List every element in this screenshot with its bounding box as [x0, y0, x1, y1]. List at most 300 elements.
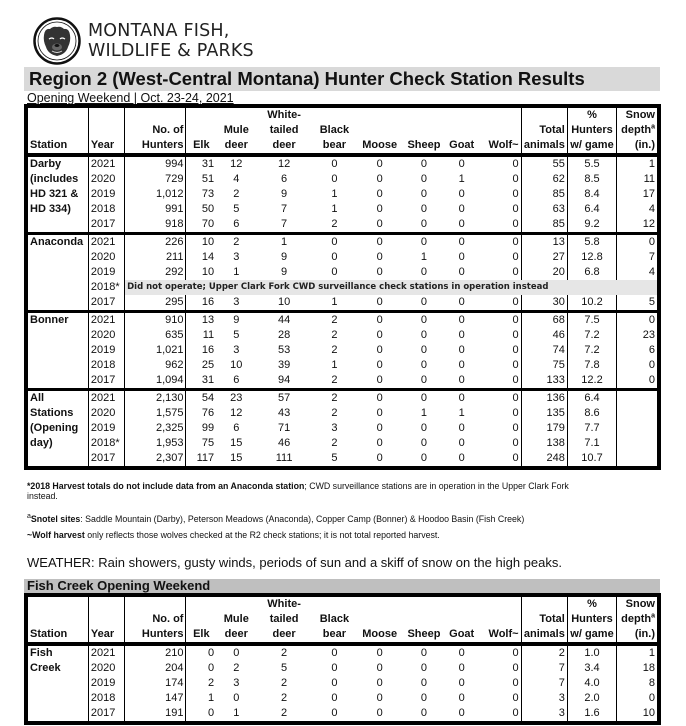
cell-white-tailed-deer: 6	[281, 173, 288, 185]
col-sheep	[402, 106, 445, 155]
cell-white-tailed-deer: 53	[277, 344, 291, 356]
col-snow-depth-line: Snow	[625, 598, 655, 610]
cell-hunters: 729	[125, 172, 186, 187]
cell-year: 2020	[88, 250, 124, 265]
cell-sheep: 1	[420, 251, 428, 263]
cell-total-animals: 135	[521, 406, 567, 421]
cell-black-bear: 2	[331, 437, 338, 449]
header-row	[26, 106, 659, 155]
cell-year: 2020	[88, 328, 124, 343]
cell-snow-depth	[617, 451, 659, 468]
col-station	[26, 595, 88, 644]
cell-mule-deer: 3	[233, 677, 240, 689]
cell-mule-deer: 3	[216, 295, 256, 312]
cell-goat: 0	[458, 266, 465, 278]
cell-wolf: 0	[478, 295, 521, 312]
cell-sheep: 0	[420, 236, 428, 248]
cell-total-animals: 179	[521, 421, 567, 436]
cell-wolf: 0	[478, 217, 521, 234]
table-row	[26, 706, 659, 723]
cell-pct-hunters: 7.5	[567, 312, 616, 329]
station-name	[26, 343, 88, 358]
cell-white-tailed-deer: 9	[281, 188, 288, 200]
cell-hunters: 991	[125, 202, 186, 217]
cell-year: 2019	[88, 265, 124, 280]
cell-pct-hunters: 8.6	[567, 406, 616, 421]
cell-sheep: 0	[420, 707, 428, 719]
cell-hunters: 191	[125, 706, 186, 723]
cell-total-animals: 68	[521, 312, 567, 329]
cell-total-animals: 138	[521, 436, 567, 451]
footnote-2018-line2: instead.	[27, 491, 58, 501]
footnote-wolf	[27, 530, 440, 540]
col-wolf-line: Wolf~	[488, 139, 519, 151]
cell-wolf: 0	[478, 358, 521, 373]
col-snow-depth-line: depth	[621, 124, 652, 136]
cell-wolf: 0	[478, 436, 521, 451]
col-white-tailed-deer	[256, 106, 311, 155]
cell-black-bear: 0	[331, 173, 338, 185]
cell-pct-hunters: 5.5	[567, 155, 616, 172]
snow-footnote-marker: a	[651, 612, 655, 620]
col-hunters-line: Hunters	[141, 628, 184, 640]
cell-white-tailed-deer: 111	[275, 452, 293, 464]
cell-wolf: 0	[478, 390, 521, 407]
cell-mule-deer: 15	[230, 452, 243, 464]
col-total-animals	[521, 106, 567, 155]
station-name	[26, 250, 88, 265]
cell-goat: 0	[458, 236, 465, 248]
weather-label: WEATHER:	[27, 555, 95, 570]
cell-white-tailed-deer: 10	[256, 295, 311, 312]
cell-sheep: 0	[420, 392, 428, 404]
cell-pct-hunters: 6.8	[567, 265, 616, 280]
cell-white-tailed-deer: 2	[281, 677, 288, 689]
page-title: Region 2 (West-Central Montana) Hunter Check Station Results	[29, 68, 585, 89]
cell-sheep: 0	[402, 217, 445, 234]
cell-year: 2018*	[88, 436, 124, 451]
cell-snow-depth: 1	[648, 647, 655, 659]
footnote-wolf-bold: ~Wolf harvest	[27, 530, 85, 540]
cell-year: 2018	[88, 691, 124, 706]
cell-goat: 0	[446, 295, 478, 312]
cell-goat: 0	[458, 188, 465, 200]
cell-mule-deer: 6	[216, 217, 256, 234]
cell-white-tailed-deer: 9	[281, 266, 288, 278]
footnote-snotel-bold: Snotel sites	[30, 514, 81, 524]
cell-wolf: 0	[478, 312, 521, 329]
table-row	[26, 202, 659, 217]
col-snow-depth-line: (in.)	[634, 139, 655, 151]
cell-hunters: 1,021	[125, 343, 186, 358]
cell-hunters: 918	[125, 217, 186, 234]
cell-elk: 14	[201, 251, 215, 263]
cell-white-tailed-deer: 43	[277, 407, 291, 419]
col-pct-hunters-line: w/ game	[570, 139, 614, 151]
cell-mule-deer: 12	[230, 407, 243, 419]
cell-wolf: 0	[478, 265, 521, 280]
cell-pct-hunters: 6.4	[567, 202, 616, 217]
fish-creek-table	[24, 593, 661, 725]
table-row	[26, 406, 659, 421]
station-name	[26, 358, 88, 373]
fish-creek-title: Fish Creek Opening Weekend	[27, 578, 211, 593]
cell-white-tailed-deer: 94	[256, 373, 311, 390]
cell-total-animals: 2	[521, 644, 567, 661]
cell-wolf: 0	[478, 343, 521, 358]
cell-pct-hunters: 4.0	[567, 676, 616, 691]
station-name: Creek	[26, 661, 88, 676]
cell-total-animals: 85	[521, 217, 567, 234]
cell-hunters: 635	[125, 328, 186, 343]
cell-elk: 76	[201, 407, 215, 419]
col-mule-deer-line: deer	[224, 139, 248, 151]
cell-snow-depth: 0	[648, 236, 655, 248]
cell-goat: 1	[458, 407, 465, 419]
footnote-snotel	[27, 514, 524, 524]
table-row	[26, 358, 659, 373]
cell-snow-depth: 8	[648, 677, 655, 689]
cell-sheep: 0	[420, 203, 428, 215]
cell-white-tailed-deer: 28	[277, 329, 291, 341]
col-goat	[446, 595, 478, 644]
col-total-animals-line: animals	[523, 628, 565, 640]
cell-year: 2021	[88, 234, 124, 251]
station-name	[26, 217, 88, 234]
table-row	[26, 661, 659, 676]
org-name-line1: MONTANA FISH,	[88, 21, 230, 41]
cell-elk: 10	[201, 236, 215, 248]
col-snow-depth-line	[619, 612, 655, 627]
col-elk	[186, 595, 216, 644]
cell-white-tailed-deer: 46	[277, 437, 291, 449]
cell-year: 2017	[88, 451, 124, 468]
cell-white-tailed-deer: 1	[281, 236, 288, 248]
cell-snow-depth: 6	[648, 344, 655, 356]
cell-year: 2019	[88, 343, 124, 358]
cell-snow-depth: 4	[648, 203, 655, 215]
cell-black-bear: 1	[331, 188, 338, 200]
cell-total-animals: 55	[521, 155, 567, 172]
cell-black-bear: 0	[331, 707, 338, 719]
cell-hunters: 211	[125, 250, 186, 265]
cell-pct-hunters: 7.1	[567, 436, 616, 451]
cell-black-bear: 0	[331, 158, 338, 170]
col-black-bear	[312, 595, 357, 644]
cell-pct-hunters: 7.7	[567, 421, 616, 436]
col-total-animals	[521, 595, 567, 644]
cell-moose: 0	[357, 295, 402, 312]
station-name: Stations	[26, 406, 88, 421]
table-row	[26, 436, 659, 451]
col-snow-depth-line: Snow	[625, 109, 655, 121]
cell-moose: 0	[376, 422, 383, 434]
cell-mule-deer: 6	[233, 422, 240, 434]
cell-snow-depth: 0	[648, 314, 655, 326]
cell-moose: 0	[376, 173, 383, 185]
cell-elk: 16	[186, 295, 216, 312]
check-station-table	[24, 104, 661, 470]
col-snow-depth-line: (in.)	[634, 628, 655, 640]
cell-white-tailed-deer: 12	[277, 158, 291, 170]
cell-white-tailed-deer: 9	[281, 251, 288, 263]
table-row	[26, 172, 659, 187]
col-total-animals-line: Total	[539, 613, 565, 625]
cell-white-tailed-deer: 39	[277, 359, 291, 371]
cell-elk: 51	[201, 173, 215, 185]
cell-snow-depth: 17	[642, 188, 655, 200]
cell-wolf: 0	[478, 691, 521, 706]
cell-goat: 0	[458, 314, 465, 326]
table-row	[26, 217, 659, 234]
cell-sheep: 0	[420, 422, 428, 434]
col-pct-hunters-line: %	[587, 598, 597, 610]
cell-white-tailed-deer: 7	[256, 217, 311, 234]
cell-moose: 0	[376, 692, 383, 704]
cell-moose: 0	[376, 407, 383, 419]
cell-white-tailed-deer: 7	[281, 203, 288, 215]
col-snow-depth-line	[619, 123, 655, 138]
footnote-snotel-text: : Saddle Mountain (Darby), Peterson Meadows (Anaconda), Copper Camp (Bonner) & Hoodoo Basin (Fish Creek)	[80, 514, 525, 524]
cell-goat: 0	[458, 329, 465, 341]
cell-black-bear: 5	[331, 452, 338, 464]
cell-black-bear: 2	[312, 373, 357, 390]
cell-sheep: 0	[420, 692, 428, 704]
cell-black-bear: 0	[331, 251, 338, 263]
cell-white-tailed-deer: 57	[277, 392, 291, 404]
cell-snow-depth	[617, 421, 659, 436]
cell-total-animals: 3	[521, 706, 567, 723]
cell-white-tailed-deer: 2	[281, 692, 288, 704]
cell-year: 2017	[88, 706, 124, 723]
cell-year: 2018*	[88, 280, 124, 295]
cell-black-bear: 1	[331, 203, 338, 215]
logo	[33, 17, 81, 65]
col-white-tailed-deer-line: tailed	[269, 124, 299, 136]
cell-wolf: 0	[478, 172, 521, 187]
cell-year: 2018	[88, 202, 124, 217]
col-elk	[186, 106, 216, 155]
cell-elk: 16	[201, 344, 215, 356]
cell-elk: 10	[201, 266, 215, 278]
cell-white-tailed-deer: 2	[281, 707, 288, 719]
cell-mule-deer: 5	[233, 329, 240, 341]
col-snow-depth-line: depth	[621, 613, 652, 625]
weather-text: Rain showers, gusty winds, periods of sun and a skiff of snow on the high peaks.	[94, 555, 562, 570]
cell-black-bear: 2	[331, 392, 338, 404]
station-name	[26, 451, 88, 468]
col-wolf	[478, 106, 521, 155]
cell-total-animals: 30	[521, 295, 567, 312]
cell-black-bear: 3	[331, 422, 338, 434]
cell-black-bear: 0	[331, 662, 338, 674]
cell-pct-hunters: 7.2	[567, 328, 616, 343]
cell-snow-depth: 11	[643, 173, 655, 185]
cell-white-tailed-deer: 71	[277, 422, 291, 434]
cell-year: 2018	[88, 358, 124, 373]
cell-elk: 50	[201, 203, 215, 215]
footnote-snotel-sup: a	[27, 513, 31, 521]
cell-goat: 0	[458, 203, 465, 215]
cell-goat: 0	[458, 344, 465, 356]
cell-mule-deer: 10	[230, 359, 243, 371]
cell-goat: 0	[458, 437, 465, 449]
col-hunters	[125, 106, 186, 155]
cell-mule-deer: 2	[233, 188, 240, 200]
cell-snow-depth: 5	[617, 295, 659, 312]
cell-white-tailed-deer: 44	[277, 314, 291, 326]
cell-elk: 54	[201, 392, 215, 404]
col-total-animals-line: Total	[539, 124, 565, 136]
table-row	[26, 155, 659, 172]
cell-mule-deer: 6	[216, 373, 256, 390]
col-hunters	[125, 595, 186, 644]
cell-goat: 0	[458, 251, 465, 263]
cell-sheep: 0	[420, 173, 428, 185]
cell-moose: 0	[357, 217, 402, 234]
cell-hunters: 204	[125, 661, 186, 676]
cell-sheep: 0	[420, 662, 428, 674]
cell-hunters: 2,130	[125, 390, 186, 407]
cell-year: 2017	[88, 373, 124, 390]
cell-wolf: 0	[478, 644, 521, 661]
cell-moose: 0	[376, 188, 383, 200]
table-row	[26, 644, 659, 661]
cell-wolf: 0	[478, 373, 521, 390]
cell-goat: 0	[458, 662, 465, 674]
cell-hunters: 174	[125, 676, 186, 691]
col-station-line: Station	[30, 139, 68, 151]
cell-pct-hunters: 8.5	[567, 172, 616, 187]
cell-total-animals: 136	[521, 390, 567, 407]
station-name	[26, 265, 88, 280]
cell-goat: 0	[446, 373, 478, 390]
cell-goat: 0	[458, 158, 465, 170]
col-pct-hunters-line: Hunters	[571, 124, 613, 136]
cell-total-animals: 248	[521, 451, 567, 468]
col-year-line: Year	[90, 628, 115, 640]
cell-wolf: 0	[478, 451, 521, 468]
cell-wolf: 0	[478, 187, 521, 202]
cell-hunters: 147	[125, 691, 186, 706]
snow-footnote-marker: a	[651, 123, 655, 131]
station-name	[26, 373, 88, 390]
cell-year: 2021	[88, 390, 124, 407]
cell-total-animals: 62	[521, 172, 567, 187]
col-mule-deer-line: Mule	[223, 613, 249, 625]
cell-total-animals: 75	[521, 358, 567, 373]
cell-goat: 0	[458, 392, 465, 404]
cell-total-animals: 7	[521, 661, 567, 676]
cell-wolf: 0	[478, 706, 521, 723]
cell-total-animals: 7	[521, 676, 567, 691]
cell-moose: 0	[376, 266, 383, 278]
table-row	[26, 328, 659, 343]
cell-total-animals: 133	[521, 373, 567, 390]
col-mule-deer-line: deer	[224, 628, 248, 640]
cell-black-bear: 2	[331, 314, 338, 326]
cell-goat: 0	[458, 359, 465, 371]
cell-snow-depth: 0	[648, 692, 655, 704]
col-goat-line: Goat	[449, 139, 475, 151]
cell-hunters: 226	[125, 234, 186, 251]
station-name: day)	[26, 436, 88, 451]
cell-black-bear: 1	[331, 359, 338, 371]
bear-head-icon	[33, 17, 81, 65]
col-pct-hunters-line: Hunters	[571, 613, 613, 625]
cell-pct-hunters: 7.2	[567, 343, 616, 358]
cell-hunters: 1,575	[125, 406, 186, 421]
table-row	[26, 373, 659, 390]
cell-black-bear: 2	[312, 217, 357, 234]
table-row	[26, 312, 659, 329]
cell-elk: 2	[208, 677, 215, 689]
station-name	[26, 706, 88, 723]
cell-moose: 0	[357, 373, 402, 390]
cell-white-tailed-deer: 5	[281, 662, 288, 674]
cell-snow-depth: 0	[648, 359, 655, 371]
cell-sheep: 1	[420, 407, 428, 419]
cell-white-tailed-deer: 2	[281, 647, 288, 659]
col-snow-depth	[617, 595, 659, 644]
cell-mule-deer: 1	[233, 707, 240, 719]
cell-hunters: 210	[125, 644, 186, 661]
cell-snow-depth: 23	[642, 329, 655, 341]
station-name: Darby	[26, 155, 88, 172]
cell-snow-depth: 7	[648, 251, 655, 263]
cell-moose: 0	[376, 647, 383, 659]
col-station-line: Station	[30, 628, 68, 640]
cell-hunters: 2,325	[125, 421, 186, 436]
footnote-2018-bold: *2018 Harvest totals do not include data from an Anaconda station	[27, 481, 305, 491]
cell-mule-deer: 0	[233, 647, 240, 659]
col-black-bear-line: bear	[322, 628, 347, 640]
cell-hunters: 962	[125, 358, 186, 373]
cell-elk: 0	[208, 647, 215, 659]
cell-moose: 0	[376, 236, 383, 248]
cell-goat: 0	[458, 422, 465, 434]
cell-sheep: 0	[402, 373, 445, 390]
col-black-bear-line: Black	[319, 124, 350, 136]
col-black-bear	[312, 106, 357, 155]
cell-moose: 0	[376, 452, 383, 464]
cell-snow-depth: 10	[642, 707, 655, 719]
col-goat	[446, 106, 478, 155]
col-sheep-line: Sheep	[407, 628, 441, 640]
weather	[27, 555, 562, 570]
cell-total-animals: 27	[521, 250, 567, 265]
cell-wolf: 0	[478, 155, 521, 172]
col-mule-deer	[216, 595, 256, 644]
cell-wolf: 0	[478, 202, 521, 217]
col-white-tailed-deer	[256, 595, 311, 644]
cell-sheep: 0	[420, 158, 428, 170]
col-pct-hunters	[567, 595, 616, 644]
cell-moose: 0	[376, 707, 383, 719]
cell-pct-hunters: 2.0	[567, 691, 616, 706]
col-white-tailed-deer-line: White-	[267, 109, 301, 121]
cell-goat: 0	[458, 707, 465, 719]
col-moose	[357, 595, 402, 644]
col-moose-line: Moose	[362, 628, 398, 640]
cell-total-animals: 46	[521, 328, 567, 343]
cell-moose: 0	[376, 359, 383, 371]
col-elk-line: Elk	[193, 139, 210, 151]
cell-snow-depth: 1	[648, 158, 655, 170]
cell-total-animals: 85	[521, 187, 567, 202]
cell-moose: 0	[376, 344, 383, 356]
cell-year: 2020	[88, 661, 124, 676]
